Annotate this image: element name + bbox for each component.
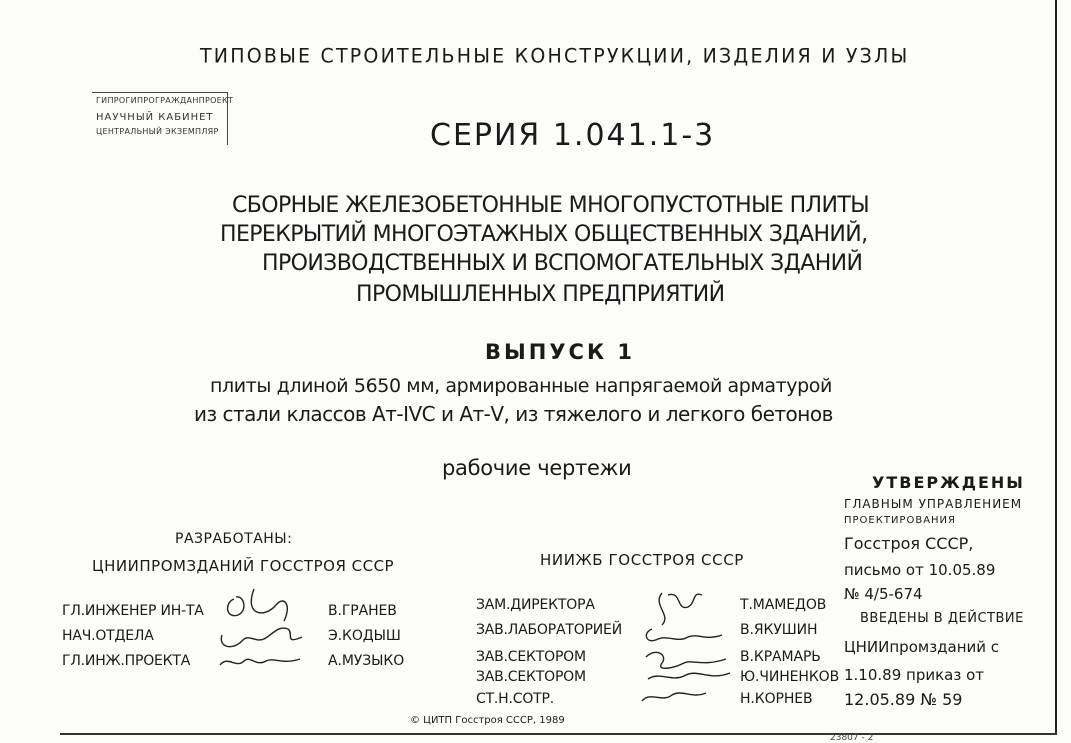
developer-org: ЦНИИПРОМЗДАНИЙ ГОССТРОЯ СССР xyxy=(92,557,395,575)
niizhb-signatures xyxy=(632,585,740,715)
title-line-3: ПРОИЗВОДСТВЕННЫХ И ВСПОМОГАТЕЛЬНЫХ ЗДАНИЙ xyxy=(262,251,863,276)
approval-line-6: ВВЕДЕНЫ В ДЕЙСТВИЕ xyxy=(860,611,1024,626)
description-line-2: из стали классов Ат-IVC и Ат-V, из тяжелого и легкого бетонов xyxy=(194,402,833,426)
frame-border-bottom xyxy=(60,733,1057,735)
description-line-1: плиты длиной 5650 мм, армированные напрягаемой арматурой xyxy=(210,375,832,397)
approval-line-4: письмо от 10.05.89 xyxy=(844,561,996,579)
niizhb-role-5: СТ.Н.СОТР. xyxy=(476,691,554,707)
niizhb-org: НИИЖБ ГОССТРОЯ СССР xyxy=(540,551,744,569)
approval-line-8: 1.10.89 приказ от xyxy=(844,666,985,684)
series-title: СЕРИЯ 1.041.1-3 xyxy=(430,118,716,153)
niizhb-name-2: В.ЯКУШИН xyxy=(740,622,818,638)
developer-role-3: ГЛ.ИНЖ.ПРОЕКТА xyxy=(62,653,191,669)
developer-role-1: ГЛ.ИНЖЕНЕР ИН-ТА xyxy=(62,603,204,619)
header-title: ТИПОВЫЕ СТРОИТЕЛЬНЫЕ КОНСТРУКЦИИ, ИЗДЕЛИЯ И УЗЛЫ xyxy=(200,44,910,68)
copyright: © ЦИТП Госстроя СССР, 1989 xyxy=(410,715,565,726)
developer-name-1: В.ГРАНЕВ xyxy=(328,603,397,619)
niizhb-name-4: Ю.ЧИНЕНКОВ xyxy=(740,669,840,685)
approval-line-1: ГЛАВНЫМ УПРАВЛЕНИЕМ xyxy=(844,497,1023,511)
niizhb-role-2: ЗАВ.ЛАБОРАТОРИЕЙ xyxy=(476,622,622,638)
stamp-line-2: НАУЧНЫЙ КАБИНЕТ xyxy=(96,112,214,123)
title-line-2: ПЕРЕКРЫТИЙ МНОГОЭТАЖНЫХ ОБЩЕСТВЕННЫХ ЗДАНИЙ, xyxy=(220,222,868,247)
title-line-4: ПРОМЫШЛЕННЫХ ПРЕДПРИЯТИЙ xyxy=(356,282,725,307)
niizhb-role-4: ЗАВ.СЕКТОРОМ xyxy=(476,669,586,685)
niizhb-name-3: В.КРАМАРЬ xyxy=(740,649,821,665)
niizhb-name-1: Т.МАМЕДОВ xyxy=(740,597,827,613)
title-line-1: СБОРНЫЕ ЖЕЛЕЗОБЕТОННЫЕ МНОГОПУСТОТНЫЕ ПЛИТЫ xyxy=(232,193,870,218)
library-stamp xyxy=(92,92,234,145)
developed-label: РАЗРАБОТАНЫ: xyxy=(175,531,293,547)
sheet-number: 23807 - 2 xyxy=(830,733,874,743)
developer-role-2: НАЧ.ОТДЕЛА xyxy=(62,628,154,644)
stamp-line-3: ЦЕНТРАЛЬНЫЙ ЭКЗЕМПЛЯР xyxy=(96,127,219,136)
developer-name-2: Э.КОДЫШ xyxy=(328,628,401,644)
developer-name-3: А.МУЗЫКО xyxy=(328,653,405,669)
approval-line-5: № 4/5-674 xyxy=(844,585,923,603)
approval-line-7: ЦНИИпромзданий с xyxy=(844,638,1000,656)
issue-label: ВЫПУСК 1 xyxy=(485,340,636,364)
document-type: рабочие чертежи xyxy=(442,456,632,480)
approval-title: УТВЕРЖДЕНЫ xyxy=(872,473,1025,492)
frame-border-right xyxy=(1055,0,1057,735)
niizhb-role-1: ЗАМ.ДИРЕКТОРА xyxy=(476,597,595,613)
approval-line-9: 12.05.89 № 59 xyxy=(844,690,963,709)
niizhb-name-5: Н.КОРНЕВ xyxy=(740,691,813,707)
niizhb-role-3: ЗАВ.СЕКТОРОМ xyxy=(476,649,586,665)
developer-signatures xyxy=(214,585,310,675)
approval-line-3: Госстроя СССР, xyxy=(844,534,974,553)
approval-line-2: ПРОЕКТИРОВАНИЯ xyxy=(844,515,956,526)
stamp-line-1: ГИПРОГИПРОГРАЖДАНПРОЕКТ xyxy=(96,96,234,105)
